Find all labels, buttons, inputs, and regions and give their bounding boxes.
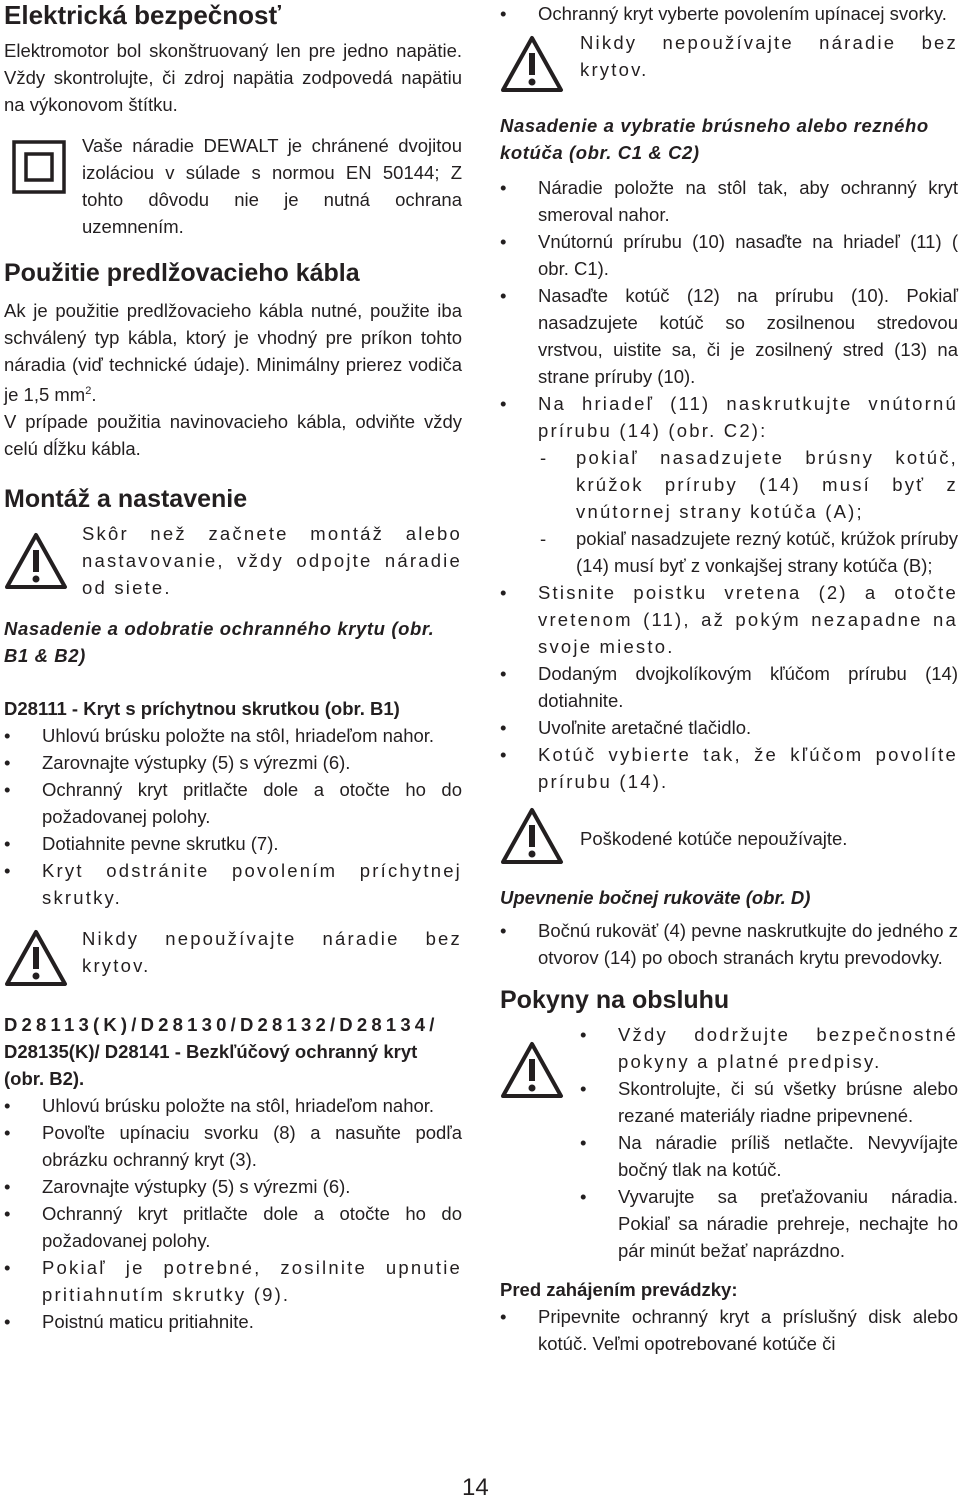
extension-cable-text-end: . bbox=[91, 384, 97, 406]
list-item: • Vnútornú prírubu (10) nasaďte na hriadeľ (11) ( obr. C1). bbox=[500, 228, 958, 282]
left-column bbox=[4, 0, 462, 1335]
extension-cable-text-main: Ak je použitie predlžovacieho kábla nutné, použite iba schválený typ kábla, ktorý je vhodný pre príkon tohto náradia (viď technické údaje). Minimálny prierez vodiča je 1,5 mm bbox=[4, 300, 462, 406]
before-start-list bbox=[500, 1303, 958, 1357]
damaged-disc-warning-block bbox=[500, 805, 958, 870]
list-item: • Zarovnajte výstupky (5) s výrezmi (6). bbox=[4, 1173, 462, 1200]
extension-cable-superscript: 2 bbox=[85, 385, 92, 397]
list-item: • Na hriadeľ (11) naskrutkujte vnútornú prírubu (14) (obr. C2): bbox=[500, 390, 958, 444]
list-item: • Nasaďte kotúč (12) na prírubu (10). Pokiaľ nasadzujete kotúč so zosilnenou stredovou vrstvou, uistite sa, či je zosilnený stred (13) na strane príruby (10). bbox=[500, 282, 958, 390]
d28113-heading bbox=[4, 1011, 462, 1092]
guard-removal-list bbox=[500, 0, 958, 27]
before-start-title: Pred zahájením prevádzky: bbox=[500, 1279, 738, 1300]
list-item: • Bočnú rukoväť (4) pevne naskrutkujte do jedného z otvorov (14) po oboch stranách krytu prevodovky. bbox=[500, 917, 958, 971]
assembly-warning-block bbox=[4, 520, 462, 601]
d28111-heading: D28111 - Kryt s príchytnou skrutkou (obr. B1) bbox=[4, 698, 400, 720]
warning-icon bbox=[500, 805, 580, 870]
d28113-heading-rest: D28135(K)/ D28141 - Bezkľúčový ochranný kryt (obr. B2). bbox=[4, 1041, 418, 1090]
section-title-operation: Pokyny na obsluhu bbox=[500, 986, 730, 1014]
list-item: • Dotiahnite pevne skrutku (7). bbox=[4, 830, 462, 857]
double-insulation-block bbox=[4, 132, 462, 240]
list-item: • Dodaným dvojkolíkovým kľúčom prírubu (14) dotiahnite. bbox=[500, 660, 958, 714]
list-item: • Vyvarujte sa preťažovaniu náradia. Pokiaľ sa náradie prehreje, nechajte ho pár minút bežať naprázdno. bbox=[580, 1183, 958, 1264]
disc-fitting-dash-list bbox=[500, 444, 958, 579]
double-insulation-text: Vaše náradie DEWALT je chránené dvojitou izoláciou v súlade s normou EN 50144; Z tohto dôvodu nie je nutná ochrana uzemnením. bbox=[82, 135, 462, 237]
side-handle-list bbox=[500, 917, 958, 971]
list-item: • Pripevnite ochranný kryt a príslušný disk alebo kotúč. Veľmi opotrebované kotúče či bbox=[500, 1303, 958, 1357]
disc-fitting-list bbox=[500, 174, 958, 444]
list-item: • Uvoľnite aretačné tlačidlo. bbox=[500, 714, 958, 741]
list-item: • Skontrolujte, či sú všetky brúsne alebo rezané materiály riadne pripevnené. bbox=[580, 1075, 958, 1129]
disc-fitting-list-continued bbox=[500, 579, 958, 795]
electrical-safety-text: Elektromotor bol skonštruovaný len pre jedno napätie. Vždy skontrolujte, či zdroj napätia zodpovedá napätiu na výkonovom štítku. bbox=[4, 40, 462, 115]
warning-icon bbox=[4, 925, 82, 992]
no-guard-warning-text: Nikdy nepoužívajte náradie bez krytov. bbox=[82, 928, 462, 977]
operation-block bbox=[500, 1021, 958, 1264]
section-title-extension-cable: Použitie predlžovacieho kábla bbox=[4, 259, 360, 287]
operation-list bbox=[580, 1021, 958, 1264]
list-item: • Povoľte upínaciu svorku (8) a nasuňte podľa obrázku ochranný kryt (3). bbox=[4, 1119, 462, 1173]
right-column bbox=[500, 0, 958, 1357]
list-item: • Pokiaľ je potrebné, zosilnite upnutie pritiahnutím skrutky (9). bbox=[4, 1254, 462, 1308]
d28111-list bbox=[4, 722, 462, 911]
disc-fitting-subtitle: Nasadenie a vybratie brúsneho alebo rezného kotúča (obr. C1 & C2) bbox=[500, 115, 929, 163]
list-item: • Uhlovú brúsku položte na stôl, hriadeľom nahor. bbox=[4, 722, 462, 749]
no-guard-warning-block bbox=[4, 925, 462, 992]
list-item: • Ochranný kryt pritlačte dole a otočte ho do požadovanej polohy. bbox=[4, 776, 462, 830]
dash-item: - pokiaľ nasadzujete brúsny kotúč, krúžok príruby (14) musí byť z vnútornej strany kotúča (A); bbox=[538, 444, 958, 525]
side-handle-subtitle: Upevnenie bočnej rukoväte (obr. D) bbox=[500, 887, 811, 908]
list-item: • Ochranný kryt pritlačte dole a otočte ho do požadovanej polohy. bbox=[4, 1200, 462, 1254]
no-guard-warning-block-right bbox=[500, 29, 958, 98]
no-guard-warning-text: Nikdy nepoužívajte náradie bez krytov. bbox=[580, 32, 958, 80]
list-item: • Kryt odstránite povolením príchytnej skrutky. bbox=[4, 857, 462, 911]
section-title-assembly: Montáž a nastavenie bbox=[4, 485, 248, 514]
list-item: • Poistnú maticu pritiahnite. bbox=[4, 1308, 462, 1335]
list-item: • Vždy dodržujte bezpečnostné pokyny a platné predpisy. bbox=[580, 1021, 958, 1075]
assembly-warning-text: Skôr než začnete montáž alebo nastavovanie, vždy odpojte náradie od siete. bbox=[82, 523, 462, 599]
page-number: 14 bbox=[462, 1474, 489, 1501]
dash-item: - pokiaľ nasadzujete rezný kotúč, krúžok príruby (14) musí byť z vonkajšej strany kotúča (B); bbox=[538, 525, 958, 579]
guard-fitting-subtitle: Nasadenie a odobratie ochranného krytu (obr. B1 & B2) bbox=[4, 618, 435, 667]
list-item: • Ochranný kryt vyberte povolením upínacej svorky. bbox=[500, 0, 958, 27]
damaged-disc-warning-text: Poškodené kotúče nepoužívajte. bbox=[580, 828, 848, 849]
extension-cable-reel-text: V prípade použitia navinovacieho kábla, odviňte vždy celú dĺžku kábla. bbox=[4, 411, 462, 460]
list-item: • Uhlovú brúsku položte na stôl, hriadeľom nahor. bbox=[4, 1092, 462, 1119]
list-item: • Zarovnajte výstupky (5) s výrezmi (6). bbox=[4, 749, 462, 776]
double-insulation-icon bbox=[4, 132, 82, 199]
d28113-list bbox=[4, 1092, 462, 1335]
extension-cable-text bbox=[4, 297, 462, 408]
list-item: • Kotúč vybierte tak, že kľúčom povolíte prírubu (14). bbox=[500, 741, 958, 795]
list-item: • Náradie položte na stôl tak, aby ochranný kryt smeroval nahor. bbox=[500, 174, 958, 228]
list-item: • Na náradie príliš netlačte. Nevyvíjajte bočný tlak na kotúč. bbox=[580, 1129, 958, 1183]
d28113-heading-line1: D28113(K)/D28130/D28132/D28134/ bbox=[4, 1014, 439, 1036]
list-item: • Stisnite poistku vretena (2) a otočte vretenom (11), až pokým nezapadne na svoje miesto. bbox=[500, 579, 958, 660]
warning-icon bbox=[500, 29, 580, 98]
section-title-electrical-safety: Elektrická bezpečnosť bbox=[4, 0, 281, 30]
warning-icon bbox=[4, 520, 82, 595]
warning-icon bbox=[500, 1021, 580, 1104]
